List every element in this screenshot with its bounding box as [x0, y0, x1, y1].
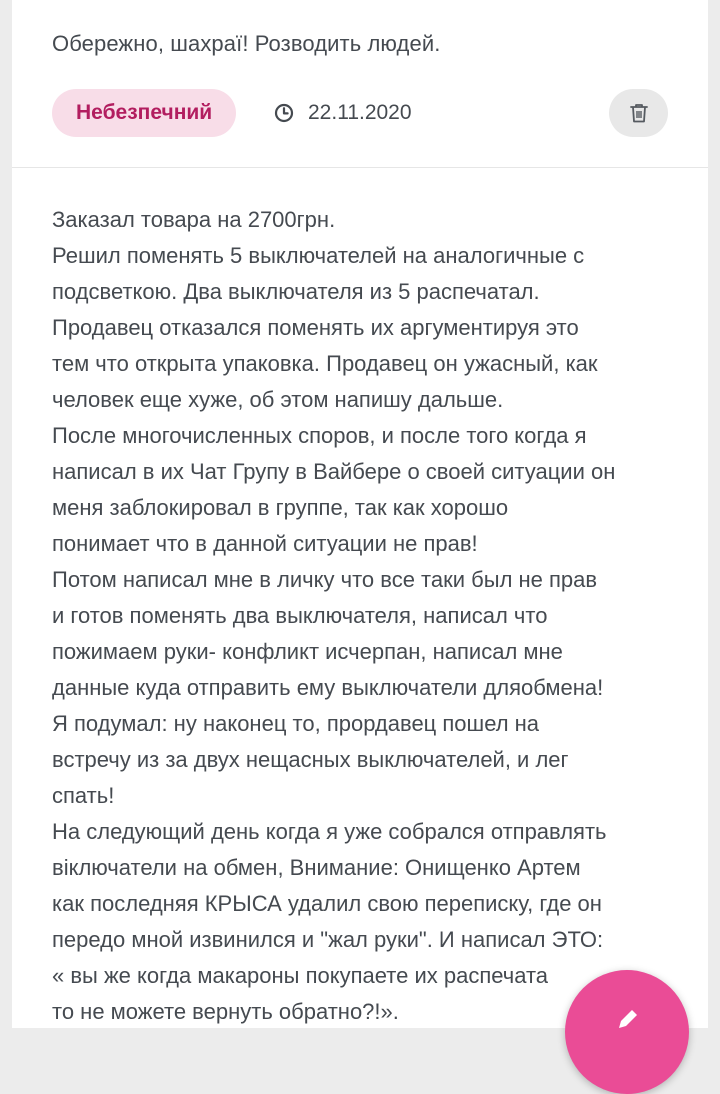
comment-line: подсветкою. Два выключателя из 5 распечатал.	[52, 279, 540, 304]
review-page	[12, 0, 708, 1028]
comment-line: « вы же когда макароны покупаете их распечата	[52, 963, 549, 988]
comment-text	[52, 202, 692, 1030]
review-card	[12, 0, 708, 168]
comment-line: На следующий день когда я уже собрался отправлять	[52, 819, 607, 844]
comment-line: Решил поменять 5 выключателей на аналогичные с	[52, 243, 585, 268]
status-badge: Небезпечний	[52, 89, 236, 137]
comment-line: человек еще хуже, об этом напишу дальше.	[52, 387, 504, 412]
review-text: Обережно, шахраї! Розводить людей.	[52, 31, 441, 56]
comment-line: пожимаем руки- конфликт исчерпан, написал мне	[52, 639, 563, 664]
comment-line: написал в их Чат Групу в Вайбере о своей ситуации он	[52, 459, 616, 484]
comment-line: Я подумал: ну наконец то, прордавец пошел на	[52, 711, 540, 736]
comment-line: передо мной извинился и "жал руки". И написал ЭТО:	[52, 927, 604, 952]
comment-line: Продавец отказался поменять их аргументируя это	[52, 315, 579, 340]
date-text: 22.11.2020	[308, 101, 412, 124]
comment-line: встречу из за двух нещасных выключателей, и лег	[52, 747, 569, 772]
comment-line: данные куда отправить ему выключатели дляобмена!	[52, 675, 604, 700]
edit-fab-button[interactable]	[565, 970, 689, 1094]
comment-line: как последняя КРЫСА удалил свою переписку, где он	[52, 891, 602, 916]
comment-line: Потом написал мне в личку что все таки был не прав	[52, 567, 598, 592]
trash-icon	[630, 103, 648, 123]
review-date	[274, 100, 412, 126]
comment-line: то не можете вернуть обратно?!».	[52, 999, 399, 1024]
comment-line: и готов поменять два выключателя, написал что	[52, 603, 548, 628]
comment-line: После многочисленных споров, и после того когда я	[52, 423, 587, 448]
pencil-icon	[615, 1006, 641, 1032]
comment-line: понимает что в данной ситуации не прав!	[52, 531, 478, 556]
comment-line: меня заблокировал в группе, так как хорошо	[52, 495, 509, 520]
comment-line: Заказал товара на 2700грн.	[52, 207, 336, 232]
comment-line: спать!	[52, 783, 115, 808]
delete-button[interactable]	[609, 89, 668, 137]
clock-icon	[274, 103, 294, 123]
comment-line: тем что открыта упаковка. Продавец он ужасный, как	[52, 351, 598, 376]
comment-line: віключатели на обмен, Внимание: Онищенко Артем	[52, 855, 581, 880]
